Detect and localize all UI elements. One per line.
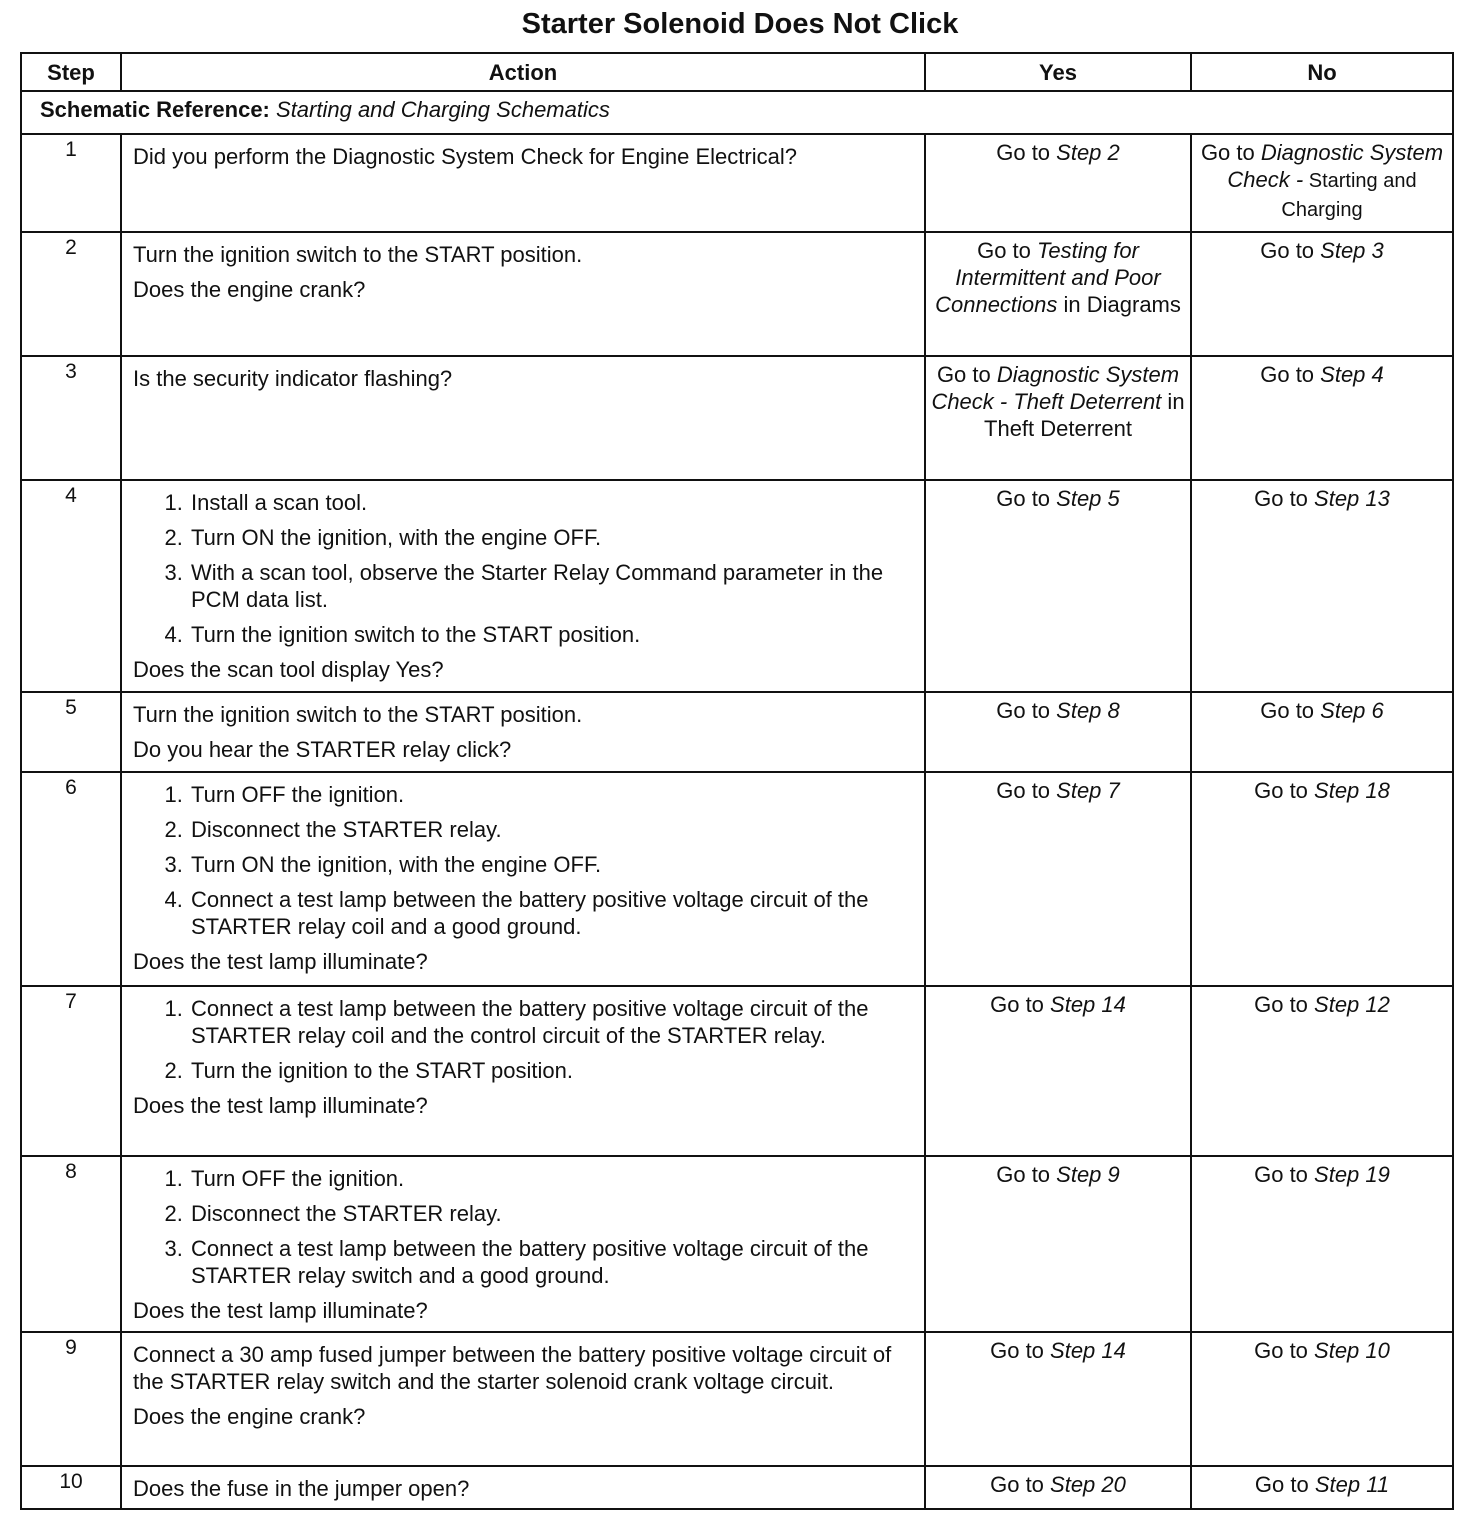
diagnostic-table — [20, 52, 1454, 1510]
action-step: 4. Turn the ignition switch to the START position. — [189, 621, 914, 648]
action-step: 2. Turn ON the ignition, with the engine OFF. — [189, 524, 914, 551]
yes-target-link[interactable]: Step 14 — [1050, 992, 1126, 1017]
action-step: 2. Disconnect the STARTER relay. — [189, 1200, 914, 1227]
action-question: Did you perform the Diagnostic System Check for Engine Electrical? — [133, 144, 797, 169]
action-cell — [121, 134, 925, 232]
no-target-prefix: Go to — [1260, 698, 1321, 723]
action-question: Does the engine crank? — [133, 277, 366, 302]
header-no: No — [1191, 53, 1453, 91]
yes-cell[interactable] — [925, 1332, 1191, 1466]
no-target-prefix: Go to — [1254, 1338, 1315, 1363]
no-cell[interactable] — [1191, 986, 1453, 1156]
yes-cell[interactable] — [925, 986, 1191, 1156]
yes-target-link[interactable]: Step 20 — [1050, 1472, 1126, 1497]
yes-target-suffix: in Diagrams — [1057, 292, 1181, 317]
action-question: Does the test lamp illuminate? — [133, 1093, 428, 1118]
action-cell — [121, 232, 925, 356]
no-target-link[interactable]: Step 18 — [1314, 778, 1390, 803]
yes-target-link[interactable]: Step 14 — [1050, 1338, 1126, 1363]
action-question: Do you hear the STARTER relay click? — [133, 737, 512, 762]
step-number: 9 — [21, 1332, 121, 1466]
action-steps-list — [133, 1165, 914, 1289]
action-step: 4. Connect a test lamp between the battery positive voltage circuit of the STARTER relay coil and a good ground. — [189, 886, 914, 940]
no-cell[interactable] — [1191, 1332, 1453, 1466]
table-row — [21, 986, 1453, 1156]
action-steps-list — [133, 995, 914, 1084]
no-target-link[interactable]: Step 10 — [1314, 1338, 1390, 1363]
yes-cell[interactable] — [925, 134, 1191, 232]
yes-target-link[interactable]: Testing for Intermittent and Poor Connections — [935, 238, 1161, 317]
yes-cell[interactable] — [925, 480, 1191, 692]
no-cell[interactable] — [1191, 1156, 1453, 1332]
no-target-prefix: Go to — [1254, 778, 1315, 803]
table-row — [21, 480, 1453, 692]
step-number: 6 — [21, 772, 121, 986]
no-cell[interactable] — [1191, 480, 1453, 692]
action-question: Does the test lamp illuminate? — [133, 1298, 428, 1323]
action-question: Is the security indicator flashing? — [133, 366, 453, 391]
yes-target-link[interactable]: Step 7 — [1056, 778, 1120, 803]
schematic-reference-label: Schematic Reference: — [40, 97, 270, 122]
action-step: 2. Turn the ignition to the START position. — [189, 1057, 914, 1084]
no-target-prefix: Go to — [1254, 992, 1315, 1017]
no-target-link[interactable]: Diagnostic System Check - — [1227, 140, 1444, 192]
yes-target-prefix: Go to — [996, 1162, 1057, 1187]
action-question: Does the test lamp illuminate? — [133, 949, 428, 974]
action-step: 1. Install a scan tool. — [189, 489, 914, 516]
step-number: 4 — [21, 480, 121, 692]
no-target-link[interactable]: Step 6 — [1320, 698, 1384, 723]
yes-cell[interactable] — [925, 1156, 1191, 1332]
yes-cell[interactable] — [925, 356, 1191, 480]
action-instruction: Connect a 30 amp fused jumper between the battery positive voltage circuit of the STARTER relay switch and the starter solenoid crank voltage circuit. — [133, 1342, 892, 1394]
yes-target-prefix: Go to — [996, 140, 1057, 165]
yes-target-suffix: in Theft Deterrent — [984, 389, 1185, 441]
yes-target-link[interactable]: Diagnostic System Check - Theft Deterrent — [931, 362, 1180, 414]
no-target-link[interactable]: Step 13 — [1314, 486, 1390, 511]
no-target-suffix: Starting and Charging — [1281, 170, 1417, 221]
step-number: 5 — [21, 692, 121, 772]
schematic-reference-row — [21, 91, 1453, 134]
no-target-prefix: Go to — [1254, 1472, 1315, 1497]
no-target-link[interactable]: Step 3 — [1320, 238, 1384, 263]
action-step: 1. Turn OFF the ignition. — [189, 1165, 914, 1192]
no-cell[interactable] — [1191, 1466, 1453, 1509]
no-cell[interactable] — [1191, 692, 1453, 772]
yes-target-prefix: Go to — [990, 1338, 1051, 1363]
action-cell — [121, 772, 925, 986]
table-row — [21, 232, 1453, 356]
action-step: 3. With a scan tool, observe the Starter Relay Command parameter in the PCM data list. — [189, 559, 914, 613]
yes-target-prefix: Go to — [977, 238, 1037, 263]
action-cell — [121, 1332, 925, 1466]
action-question: Does the engine crank? — [133, 1404, 366, 1429]
action-instruction: Turn the ignition switch to the START position. — [133, 702, 583, 727]
no-target-prefix: Go to — [1200, 140, 1261, 165]
yes-target-prefix: Go to — [990, 992, 1051, 1017]
yes-target-prefix: Go to — [996, 778, 1057, 803]
yes-target-link[interactable]: Step 9 — [1056, 1162, 1120, 1187]
action-cell — [121, 692, 925, 772]
action-instruction: Turn the ignition switch to the START position. — [133, 242, 583, 267]
header-action: Action — [121, 53, 925, 91]
no-target-prefix: Go to — [1260, 238, 1321, 263]
step-number: 10 — [21, 1466, 121, 1509]
action-step: 3. Connect a test lamp between the battery positive voltage circuit of the STARTER relay switch and a good ground. — [189, 1235, 914, 1289]
yes-target-link[interactable]: Step 2 — [1056, 140, 1120, 165]
table-row — [21, 356, 1453, 480]
yes-cell[interactable] — [925, 1466, 1191, 1509]
yes-target-prefix: Go to — [990, 1472, 1051, 1497]
action-cell — [121, 356, 925, 480]
action-steps-list — [133, 781, 914, 940]
table-row — [21, 772, 1453, 986]
no-target-link[interactable]: Step 12 — [1314, 992, 1390, 1017]
table-row — [21, 692, 1453, 772]
no-cell[interactable] — [1191, 232, 1453, 356]
header-step: Step — [21, 53, 121, 91]
no-target-prefix: Go to — [1254, 486, 1315, 511]
no-target-link[interactable]: Step 4 — [1320, 362, 1384, 387]
action-question: Does the fuse in the jumper open? — [133, 1476, 470, 1501]
action-step: 1. Turn OFF the ignition. — [189, 781, 914, 808]
step-number: 3 — [21, 356, 121, 480]
yes-cell[interactable] — [925, 232, 1191, 356]
page-title: Starter Solenoid Does Not Click — [521, 8, 959, 40]
step-number: 8 — [21, 1156, 121, 1332]
table-row — [21, 1466, 1453, 1509]
no-target-prefix: Go to — [1254, 1162, 1315, 1187]
action-question: Does the scan tool display Yes? — [133, 657, 444, 682]
schematic-reference-link[interactable]: Starting and Charging Schematics — [276, 97, 610, 122]
yes-cell[interactable] — [925, 772, 1191, 986]
table-row — [21, 1332, 1453, 1466]
action-step: 1. Connect a test lamp between the battery positive voltage circuit of the STARTER relay coil and the control circuit of the STARTER relay. — [189, 995, 914, 1049]
no-target-link[interactable]: Step 19 — [1314, 1162, 1390, 1187]
action-steps-list — [133, 489, 914, 648]
no-target-link[interactable]: Step 11 — [1314, 1472, 1390, 1497]
header-yes: Yes — [925, 53, 1191, 91]
yes-target-prefix: Go to — [996, 486, 1057, 511]
yes-cell[interactable] — [925, 692, 1191, 772]
action-cell — [121, 1156, 925, 1332]
action-cell — [121, 986, 925, 1156]
no-cell[interactable] — [1191, 134, 1453, 232]
no-cell[interactable] — [1191, 772, 1453, 986]
step-number: 7 — [21, 986, 121, 1156]
yes-target-link[interactable]: Step 8 — [1056, 698, 1120, 723]
action-step: 3. Turn ON the ignition, with the engine OFF. — [189, 851, 914, 878]
header-row — [21, 53, 1453, 91]
step-number: 2 — [21, 232, 121, 356]
table-row — [21, 1156, 1453, 1332]
action-step: 2. Disconnect the STARTER relay. — [189, 816, 914, 843]
yes-target-prefix: Go to — [936, 362, 997, 387]
yes-target-link[interactable]: Step 5 — [1056, 486, 1120, 511]
step-number: 1 — [21, 134, 121, 232]
yes-target-prefix: Go to — [996, 698, 1057, 723]
action-cell — [121, 480, 925, 692]
table-row — [21, 134, 1453, 232]
schematic-reference — [21, 91, 1453, 134]
no-cell[interactable] — [1191, 356, 1453, 480]
action-cell — [121, 1466, 925, 1509]
no-target-prefix: Go to — [1260, 362, 1321, 387]
